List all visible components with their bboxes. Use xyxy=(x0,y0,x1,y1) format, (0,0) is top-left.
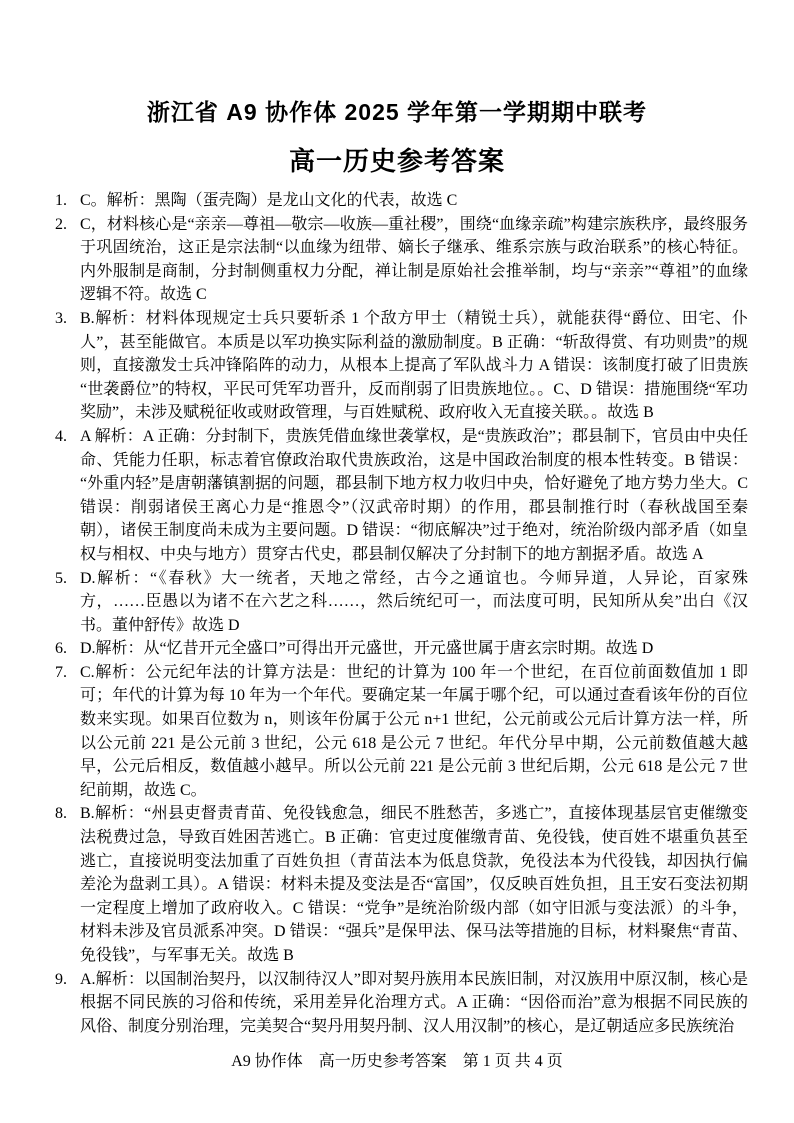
answer-number: 6. xyxy=(55,640,67,658)
answer-text: A 解析：A 正确：分封制下，贵族凭借血缘世袭掌权，是“贵族政治”；郡县制下，官员由中央任命、凭能力任职，标志着官僚政治取代贵族政治，这是中国政治制度的根本性转变。B 错误：“外重内轻”是唐朝藩镇割据的问题，郡县制下地方权力收归中央，恰好避免了地方势力坐大。C 错误：削弱诸侯王离心力是“推恩令”（汉武帝时期）的作用，郡县制推行时（春秋战国至秦朝），诸侯王制度尚未成为主要问题。D 错误：“彻底解决”过于绝对，统治阶级内部矛盾（如皇权与相权、中央与地方）贯穿古代史，郡县制仅解决了分封制下的地方割据矛盾。故选 A xyxy=(80,427,748,563)
answer-item-2 xyxy=(55,213,748,307)
answer-number: 3. xyxy=(55,309,67,327)
answer-number: 4. xyxy=(55,427,67,445)
answer-text: D.解析：从“忆昔开元全盛口”可得出开元盛世，开元盛世属于唐玄宗时期。故选 D xyxy=(80,640,654,658)
answer-item-5 xyxy=(55,567,765,638)
answer-item-6 xyxy=(55,637,748,661)
answer-item-1 xyxy=(55,189,748,213)
answer-number: 8. xyxy=(55,805,67,823)
answer-text: B.解析：“州县吏督责青苗、免役钱愈急，细民不胜愁苦，多逃亡”，直接体现基层官吏催缴变法税费过急，导致百姓困苦逃亡。B 正确：官吏过度催缴青苗、免役钱，使百姓不堪重负甚至逃亡，直接说明变法加重了百姓负担（青苗法本为低息贷款，免役法本为代役钱，却因执行偏差沦为盘剥工具）。A 错误：材料未提及变法是否“富国”，仅反映百姓负担，且王安石变法初期一定程度上增加了政府收入。C 错误：“党争”是统治阶级内部（如守旧派与变法派）的斗争，材料未涉及官员派系冲突。D 错误：“强兵”是保甲法、保马法等措施的目标，材料聚焦“青苗、免役钱”，与军事无关。故选 B xyxy=(80,805,748,964)
answer-item-9 xyxy=(55,968,748,1039)
answer-text: B.解析：材料体现规定士兵只要斩杀 1 个敌方甲士（精锐士兵），就能获得“爵位、田宅、仆人”，甚至能做官。本质是以军功换实际利益的激励制度。B 正确：“斩敌得赏、有功则贵”的规则，直接激发士兵冲锋陷阵的动力，从根本上提高了军队战斗力 A 错误：该制度打破了旧贵族“世袭爵位”的特权，平民可凭军功晋升，反而削弱了旧贵族地位。。C、D 错误：措施围绕“军功奖励”，未涉及赋税征收或财政管理，与百姓赋税、政府收入无直接关联。。故选 B xyxy=(80,309,748,422)
answer-item-8 xyxy=(55,802,748,967)
answer-text: C。解析：黑陶（蛋壳陶）是龙山文化的代表，故选 C xyxy=(80,192,458,209)
answer-number: 7. xyxy=(55,663,67,681)
page-subtitle: 高一历史参考答案 xyxy=(288,146,505,176)
page-title: 浙江省 A9 协作体 2025 学年第一学期期中联考 xyxy=(146,99,648,125)
answer-item-7 xyxy=(55,661,748,803)
answer-number: 9. xyxy=(55,970,67,988)
answer-number: 1. xyxy=(55,192,67,209)
page-footer: A9 协作体 高一历史参考答案 第 1 页 共 4 页 xyxy=(231,1053,563,1070)
answer-item-3 xyxy=(55,307,748,425)
answers-list xyxy=(55,189,765,1038)
answer-number: 2. xyxy=(55,215,67,233)
answer-number: 5. xyxy=(55,569,67,587)
answer-text: C，材料核心是“亲亲—尊祖—敬宗—收族—重社稷”，围绕“血缘亲疏”构建宗族秩序，最终服务于巩固统治，这正是宗法制“以血缘为纽带、嫡长子继承、维系宗族与政治联系”的核心特征。内外服制是商制，分封制侧重权力分配，禅让制是原始社会推举制，均与“亲亲”“尊祖”的血缘逻辑不符。故选 C xyxy=(80,215,748,304)
answer-text: A.解析：以国制治契丹，以汉制待汉人”即对契丹族用本民族旧制，对汉族用中原汉制，核心是根据不同民族的习俗和传统，采用差异化治理方式。A 正确：“因俗而治”意为根据不同民族的风俗、制度分别治理，完美契合“契丹用契丹制、汉人用汉制”的核心，是辽朝适应多民族统治 xyxy=(80,970,748,1035)
answer-item-4 xyxy=(55,425,748,567)
answer-text: C.解析：公元纪年法的计算方法是：世纪的计算为 100 年一个世纪，在百位前面数值加 1 即可；年代的计算为每 10 年为一个年代。要确定某一年属于哪个纪，可以通过查看该年份的百位数来实现。如果百位数为 n，则该年份属于公元 n+1 世纪，公元前或公元后计算方法一样，所以公元前 221 是公元前 3 世纪，公元 618 是公元 7 世纪。年代分早中期，公元前数值越大越早，公元后相反，数值越小越早。所以公元前 221 是公元前 3 世纪后期，公元 618 是公元 7 世纪前期，故选 C。 xyxy=(80,663,748,799)
answer-text: D.解析：“《春秋》大一统者，天地之常经，古今之通谊也。今师异道，人异论，百家殊 方，……臣愚以为诸不在六艺之科……，然后统纪可一，而法度可明，民知所从矣”出白《汉书。董仲舒传》故选 D xyxy=(80,569,765,634)
